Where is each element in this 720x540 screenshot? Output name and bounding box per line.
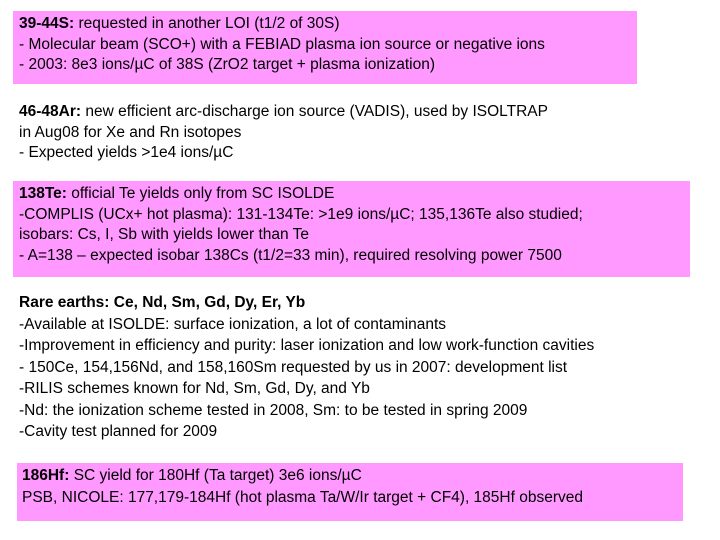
block-text: SC yield for 180Hf (Ta target) 3e6 ions/µC (69, 467, 362, 484)
block-line: -Improvement in efficiency and purity: laser ionization and low work-function cavities (19, 337, 595, 354)
block-line: -Cavity test planned for 2009 (19, 423, 218, 440)
block-line: -Nd: the ionization scheme tested in 2008, Sm: to be tested in spring 2009 (19, 401, 528, 419)
block-line: - A=138 – expected isobar 138Cs (t1/2=33 min), required resolving power 7500 (19, 246, 562, 264)
block-line: isobars: Cs, I, Sb with yields lower than Te (19, 226, 310, 243)
section-138te (13, 181, 690, 277)
block-line (19, 292, 703, 314)
block-heading: 46-48Ar: (19, 103, 82, 120)
block-line: - Expected yields >1e4 ions/µC (19, 144, 234, 161)
block-line: PSB, NICOLE: 177,179-184Hf (hot plasma Ta/W/Ir target + CF4), 185Hf observed (22, 489, 583, 506)
block-heading: 186Hf: (22, 467, 70, 484)
block-line: - Molecular beam (SCO+) with a FEBIAD plasma ion source or negative ions (19, 35, 545, 53)
block-line (19, 102, 643, 123)
block-heading: Rare earths: Ce, Nd, Sm, Gd, Dy, Er, Yb (19, 294, 306, 311)
block-line: -RILIS schemes known for Nd, Sm, Gd, Dy, and Yb (19, 380, 370, 397)
block-line: in Aug08 for Xe and Rn isotopes (19, 123, 242, 141)
block-line: -COMPLIS (UCx+ hot plasma): 131-134Te: >1e9 ions/µC; 135,136Te also studied; (19, 205, 583, 223)
block-heading: 138Te: (19, 185, 67, 202)
block-text: official Te yields only from SC ISOLDE (66, 185, 335, 202)
block-line (19, 184, 690, 205)
block-heading: 39-44S: (19, 15, 75, 32)
section-46-48ar (13, 98, 643, 173)
block-line: -Available at ISOLDE: surface ionization, a lot of contaminants (19, 315, 447, 333)
block-line: - 2003: 8e3 ions/µC of 38S (ZrO2 target + plasma ionization) (19, 56, 436, 73)
section-39-44s (13, 11, 637, 84)
block-text: requested in another LOI (t1/2 of 30S) (74, 15, 340, 32)
block-text: new efficient arc-discharge ion source (VADIS), used by ISOLTRAP (81, 103, 548, 120)
block-line (22, 465, 683, 487)
block-line (19, 14, 637, 35)
block-line: - 150Ce, 154,156Nd, and 158,160Sm requested by us in 2007: development list (19, 358, 568, 376)
section-186hf (17, 463, 683, 521)
section-rare-earths (13, 292, 703, 447)
